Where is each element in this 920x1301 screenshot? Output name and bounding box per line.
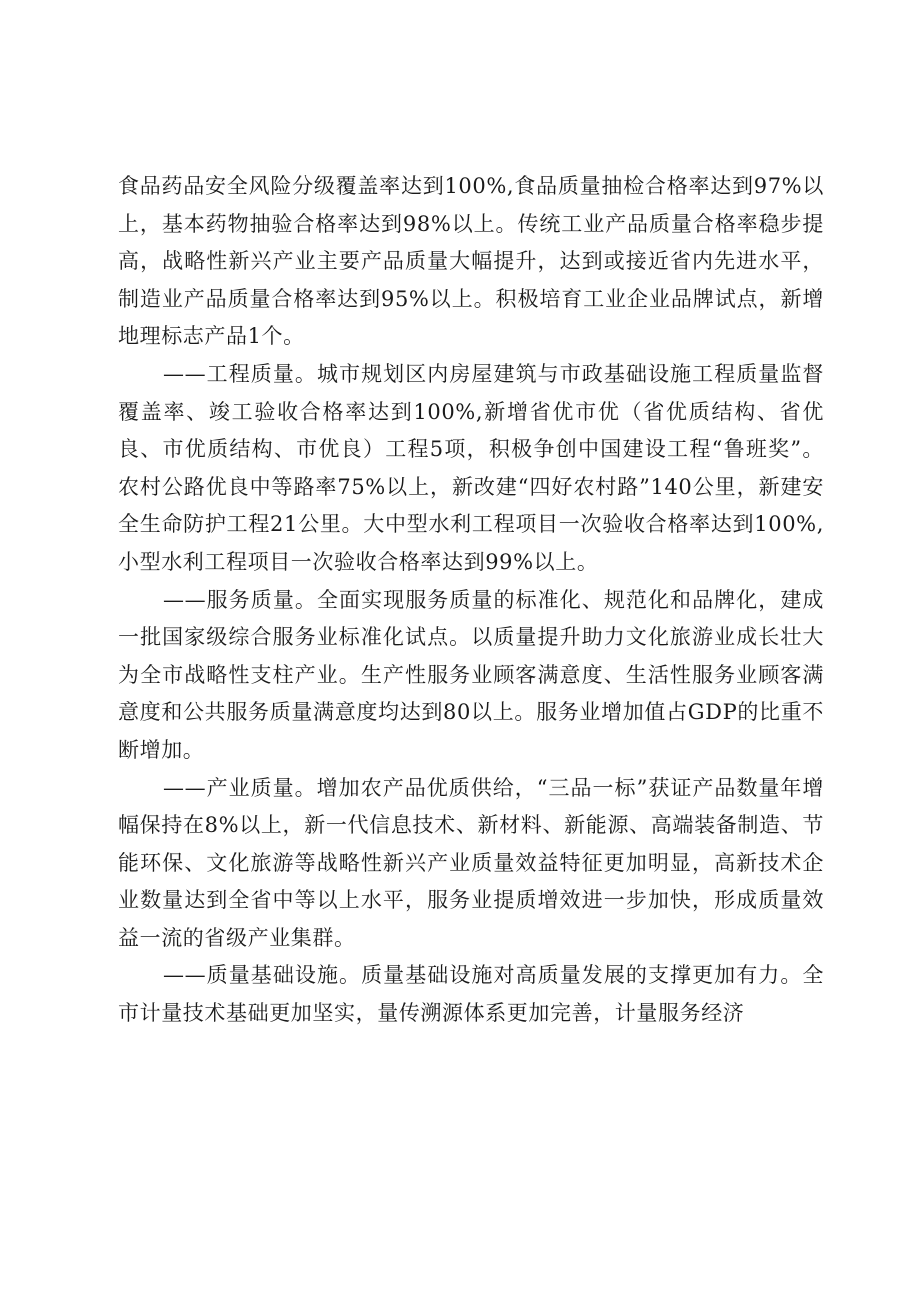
paragraph-engineering-quality: ——工程质量。城市规划区内房屋建筑与市政基础设施工程质量监督覆盖率、竣工验收合格率达到100%,新增省优市优（省优质结构、省优良、市优质结构、市优良）工程5项，积极争创中国建设工程“鲁班奖”。农村公路优良中等路率75%以上，新改建“四好农村路”140公里，新建安全生命防护工程21公里。大中型水利工程项目一次验收合格率达到100%,小型水利工程项目一次验收合格率达到99%以上。 (118, 361, 824, 574)
paragraph-industry-quality: ——产业质量。增加农产品优质供给，“三品一标”获证产品数量年增幅保持在8%以上，新一代信息技术、新材料、新能源、高端装备制造、节能环保、文化旅游等战略性新兴产业质量效益特征更加明显，高新技术企业数量达到全省中等以上水平，服务业提质增效进一步加快，形成质量效益一流的省级产业集群。 (118, 775, 824, 950)
paragraph-service-quality: ——服务质量。全面实现服务质量的标准化、规范化和品牌化，建成一批国家级综合服务业标准化试点。以质量提升助力文化旅游业成长壮大为全市战略性支柱产业。生产性服务业顾客满意度、生活性服务业顾客满意度和公共服务质量满意度均达到80以上。服务业增加值占GDP的比重不断增加。 (118, 587, 824, 762)
paragraph-quality-infrastructure: ——质量基础设施。质量基础设施对高质量发展的支撑更加有力。全市计量技术基础更加坚实，量传溯源体系更加完善，计量服务经济 (118, 963, 824, 1026)
document-body (118, 168, 824, 1033)
paragraph-food-industrial-quality: 食品药品安全风险分级覆盖率达到100%,食品质量抽检合格率达到97%以上，基本药物抽验合格率达到98%以上。传统工业产品质量合格率稳步提高，战略性新兴产业主要产品质量大幅提升，达到或接近省内先进水平，制造业产品质量合格率达到95%以上。积极培育工业企业品牌试点，新增地理标志产品1个。 (118, 174, 824, 349)
